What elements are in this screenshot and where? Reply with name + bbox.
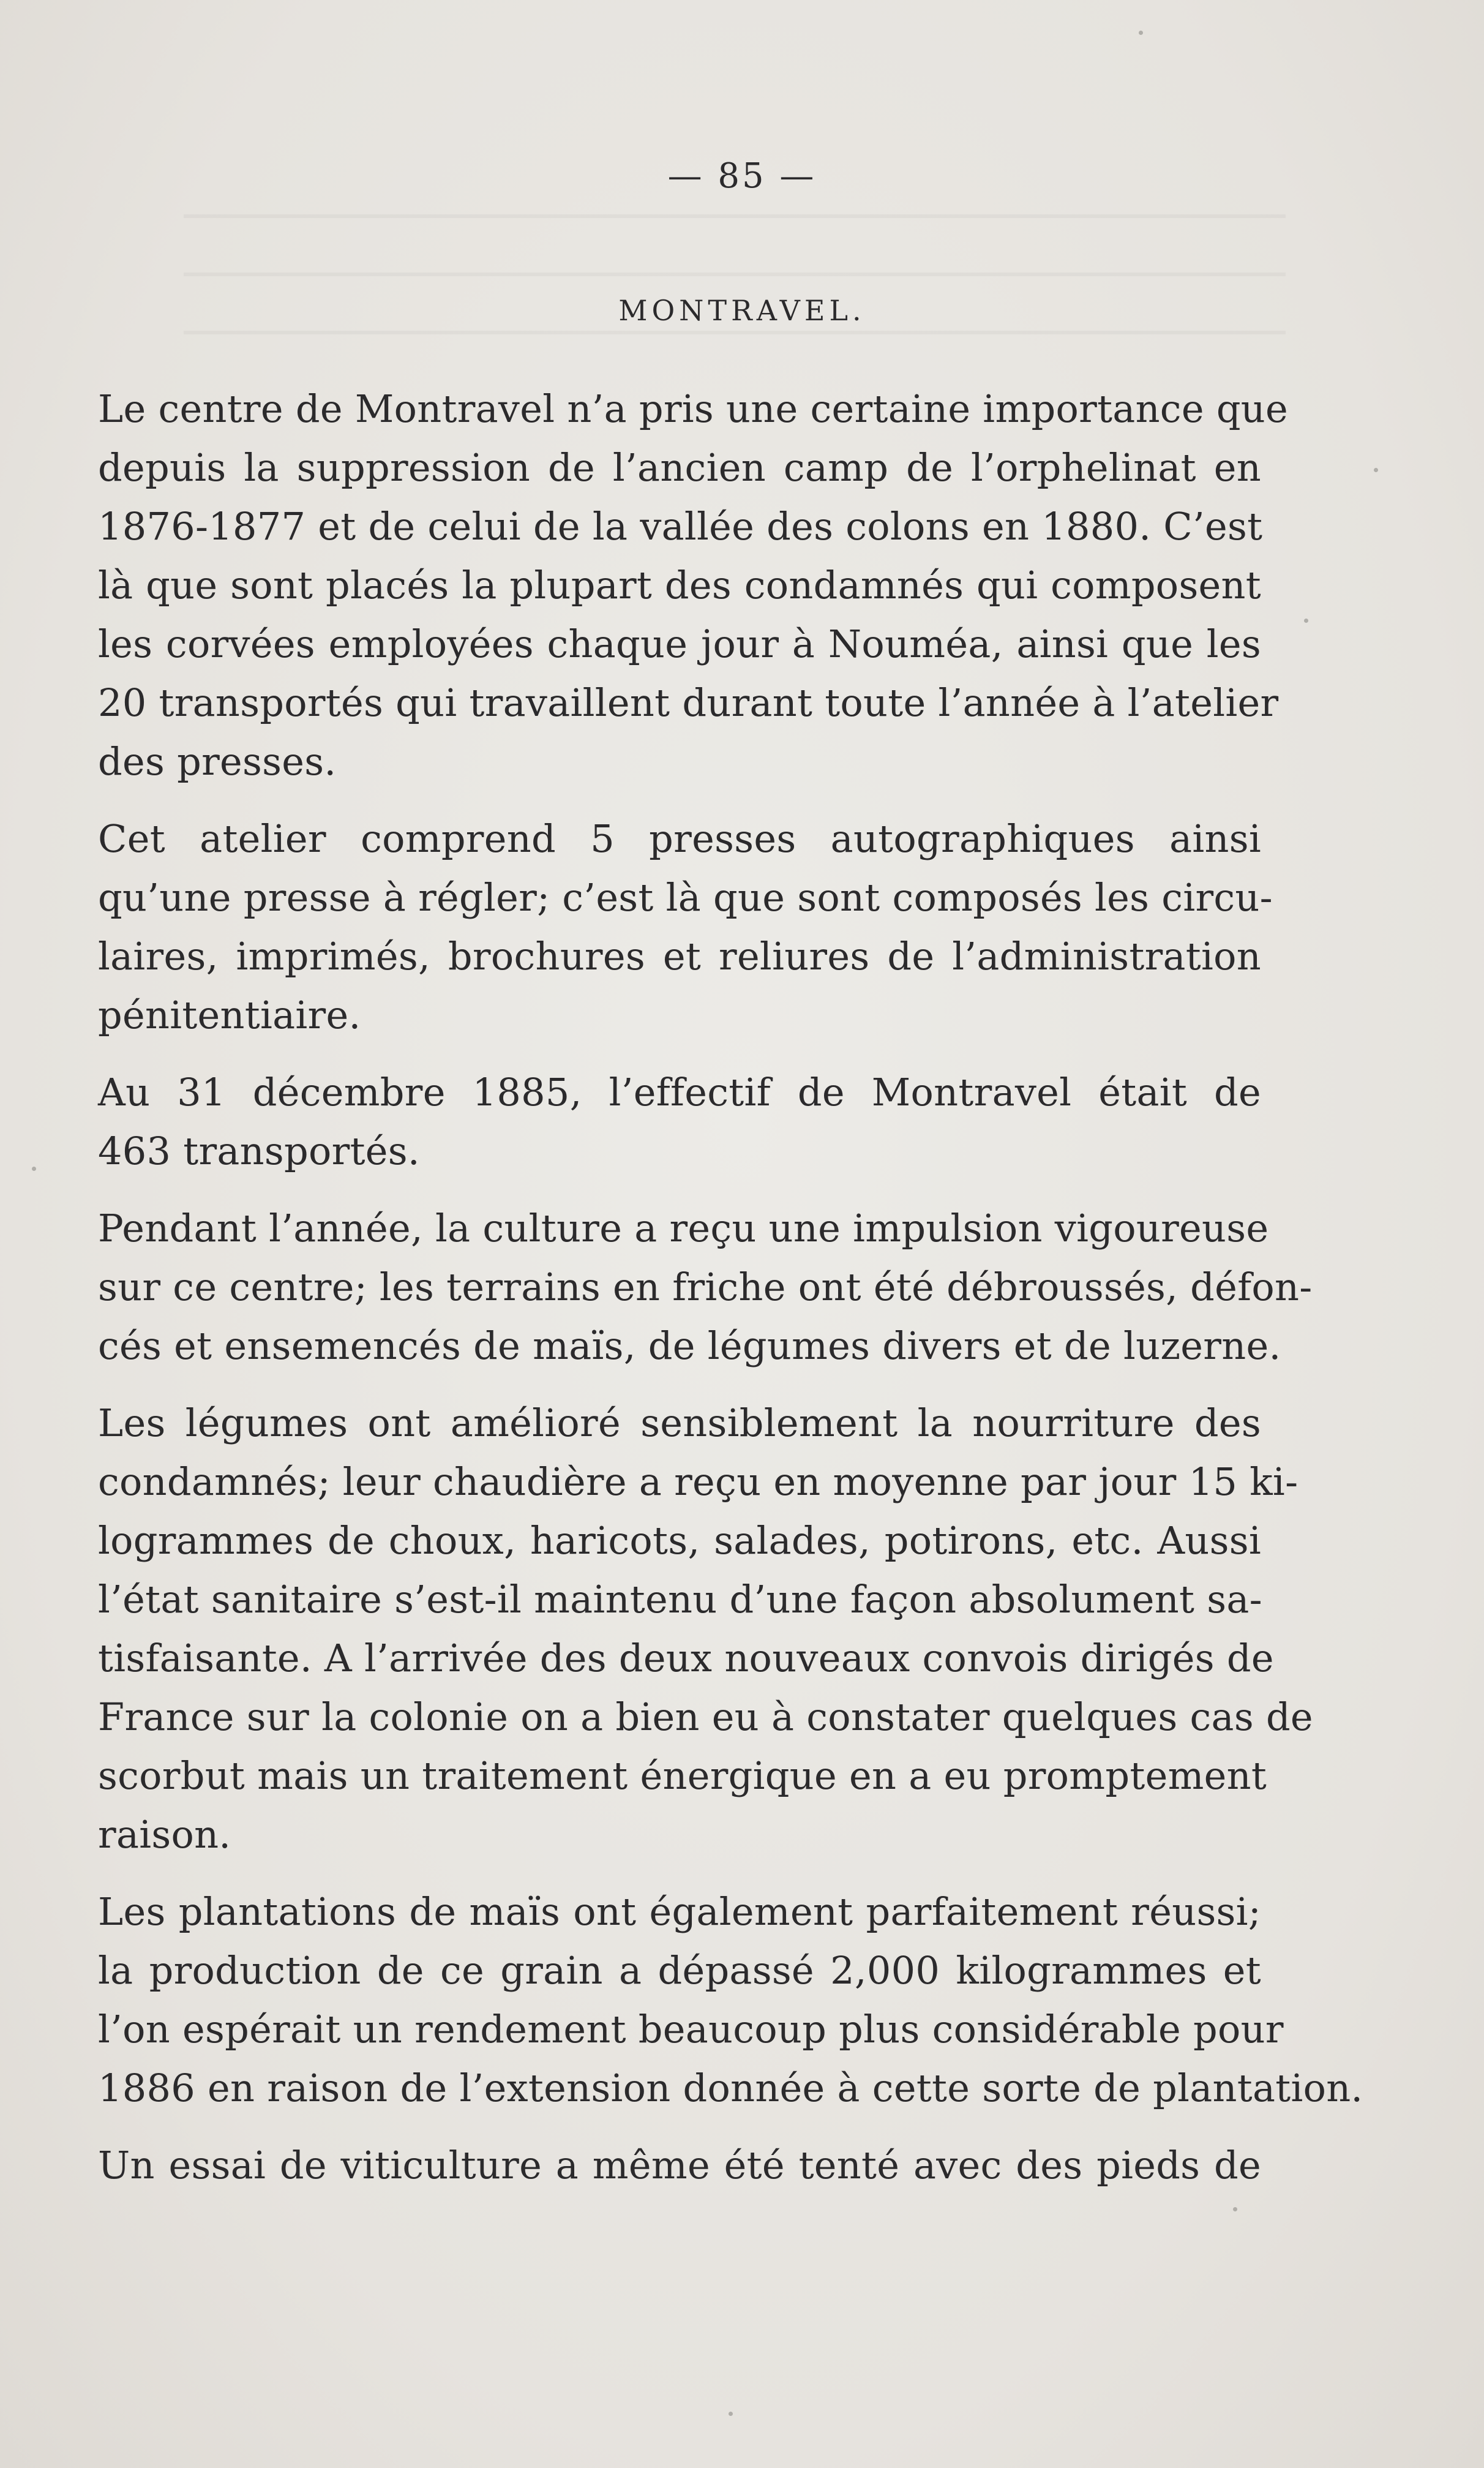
paper-speck	[1139, 31, 1143, 35]
show-through-texture	[184, 214, 1286, 367]
paragraph	[98, 1883, 1363, 2118]
text-line: tisfaisante. A l’arrivée des deux nouveaux convois dirigés de	[98, 1636, 1274, 1680]
text-line: logrammes de choux, haricots, salades, potirons, etc. Aussi	[98, 1518, 1261, 1563]
text-line: condamnés; leur chaudière a reçu en moyenne par jour 15 ki-	[98, 1459, 1298, 1504]
text-line: Au 31 décembre 1885, l’effectif de Montravel était de	[98, 1070, 1261, 1115]
section-heading: MONTRAVEL.	[618, 294, 866, 327]
text-line: l’état sanitaire s’est-il maintenu d’une façon absolument sa-	[98, 1577, 1262, 1622]
text-line: 463 transportés.	[98, 1129, 420, 1173]
text-line: laires, imprimés, brochures et reliures de l’administration	[98, 934, 1261, 979]
text-line: la production de ce grain a dépassé 2,000 kilogrammes et	[98, 1948, 1261, 1993]
paper-speck	[1233, 2207, 1237, 2211]
text-line: pénitentiaire.	[98, 993, 361, 1037]
page-number: — 85 —	[667, 156, 817, 196]
text-line: sur ce centre; les terrains en friche ont été débroussés, défon-	[98, 1265, 1313, 1309]
paragraph	[98, 810, 1273, 1045]
paragraph	[98, 1199, 1313, 1375]
text-line: 20 transportés qui travaillent durant toute l’année à l’atelier	[98, 680, 1279, 725]
paper-speck	[1304, 619, 1308, 623]
text-line: scorbut mais un traitement énergique en a eu promptement	[98, 1753, 1267, 1798]
text-line: cés et ensemencés de maïs, de légumes divers et de luzerne.	[98, 1323, 1281, 1368]
paper-speck	[32, 1167, 36, 1171]
text-line: l’on espérait un rendement beaucoup plus considérable pour	[98, 2007, 1284, 2052]
text-line: 1876-1877 et de celui de la vallée des colons en 1880. C’est	[98, 504, 1263, 549]
text-line: là que sont placés la plupart des condamnés qui composent	[98, 563, 1261, 608]
paragraph	[98, 2136, 1261, 2195]
paper-speck	[729, 2412, 733, 2416]
paragraph	[98, 380, 1289, 791]
text-line: Le centre de Montravel n’a pris une certaine importance que	[98, 386, 1289, 431]
text-line: les corvées employées chaque jour à Nouméa, ainsi que les	[98, 622, 1261, 666]
text-line: Les légumes ont amélioré sensiblement la nourriture des	[98, 1401, 1261, 1445]
text-line: des presses.	[98, 739, 337, 784]
text-line: Les plantations de maïs ont également parfaitement réussi;	[98, 1889, 1261, 1934]
text-line: raison.	[98, 1812, 231, 1857]
text-line: Pendant l’année, la culture a reçu une impulsion vigoureuse	[98, 1206, 1269, 1251]
text-line: Cet atelier comprend 5 presses autographiques ainsi	[98, 816, 1261, 861]
text-line: qu’une presse à régler; c’est là que sont composés les circu-	[98, 875, 1273, 920]
paragraph	[98, 1394, 1313, 1864]
text-line: Un essai de viticulture a même été tenté avec des pieds de	[98, 2143, 1261, 2188]
paragraph	[98, 1063, 1261, 1181]
text-line: 1886 en raison de l’extension donnée à cette sorte de plantation.	[98, 2066, 1363, 2110]
text-line: depuis la suppression de l’ancien camp de l’orphelinat en	[98, 445, 1261, 490]
body-text	[98, 380, 1363, 2213]
text-line: France sur la colonie on a bien eu à constater quelques cas de	[98, 1695, 1313, 1739]
paper-speck	[1374, 468, 1378, 472]
